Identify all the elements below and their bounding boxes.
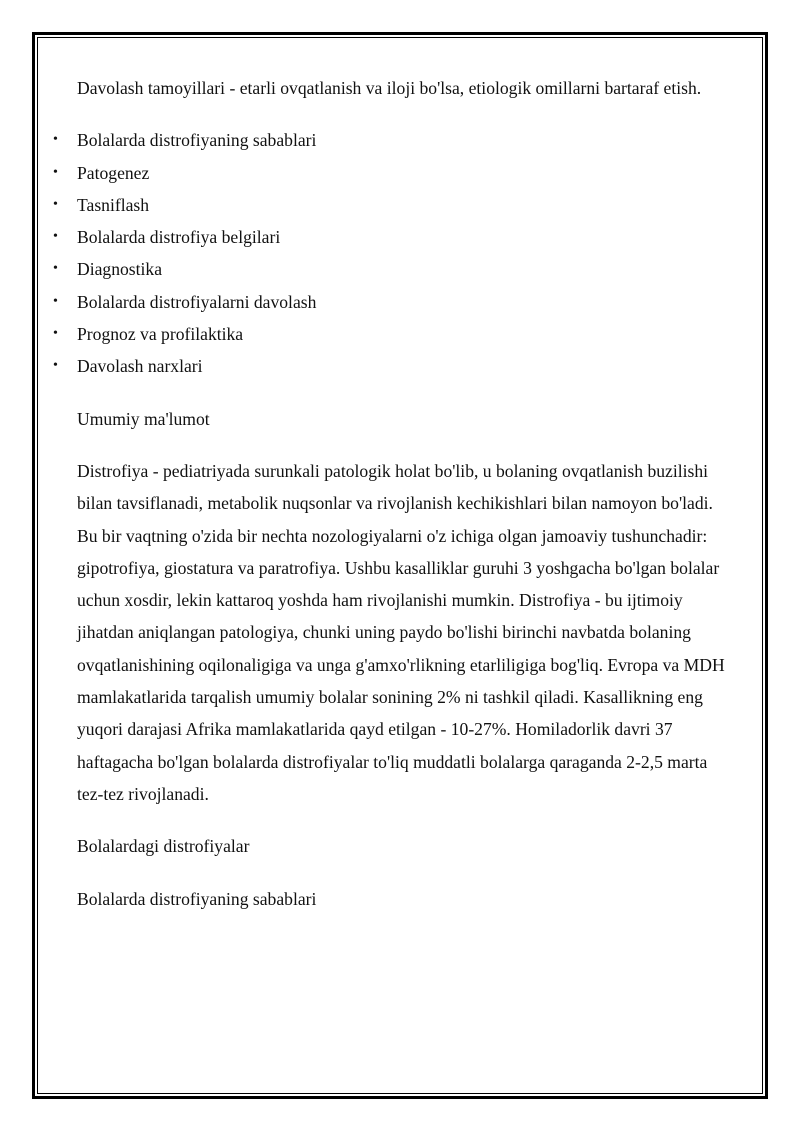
section-heading-causes: Bolalarda distrofiyaning sabablari bbox=[77, 888, 317, 909]
list-item-label: Bolalarda distrofiya belgilari bbox=[77, 227, 281, 248]
list-item[interactable] bbox=[53, 350, 727, 382]
general-paragraph: Distrofiya - pediatriyada surunkali patologik holat bo'lib, u bolaning ovqatlanish buzilishi bilan tavsiflanadi, metabolik nuqsonlar va rivojlanish kechikishlari bilan namoyon bo'ladi. Bu bir vaqtning o'zida bir nechta nozologiyalarni o'z ichiga olgan jamoaviy tushunchadir: gipotrofiya, giostatura va paratrofiya. Ushbu kasalliklar guruhi 3 yoshgacha bo'lgan bolalar uchun xosdir, lekin kattaroq yoshda ham rivojlanishi mumkin. Distrofiya - bu ijtimoiy jihatdan aniqlangan patologiya, chunki uning paydo bo'lishi birinchi navbatda bolaning ovqatlanishining oqilonaligiga va unga g'amxo'rlikning etarliligiga bog'liq. Evropa va MDH mamlakatlarida tarqalish umumiy bolalar sonining 2% ni tashkil qiladi. Kasallikning eng yuqori darajasi Afrika mamlakatlarida qayd etilgan - 10-27%. Homiladorlik davri 37 haftagacha bo'lgan bolalarda distrofiyalar to'liq muddatli bolalarga qaraganda 2-2,5 marta tez-tez rivojlanadi. bbox=[77, 460, 725, 804]
list-item-label: Patogenez bbox=[77, 162, 150, 183]
bullet-icon: • bbox=[53, 229, 58, 245]
contents-list bbox=[53, 124, 727, 382]
intro-paragraph: Davolash tamoyillari - etarli ovqatlanish va iloji bo'lsa, etiologik omillarni bartaraf etish. bbox=[77, 78, 702, 98]
list-item-label: Diagnostika bbox=[77, 259, 163, 280]
list-item-label: Bolalarda distrofiyalarni davolash bbox=[77, 291, 317, 312]
list-item[interactable] bbox=[53, 157, 727, 189]
list-item[interactable] bbox=[53, 124, 727, 156]
list-item[interactable] bbox=[53, 253, 727, 285]
list-item[interactable] bbox=[53, 318, 727, 350]
section-heading-general: Umumiy ma'lumot bbox=[77, 408, 210, 429]
bullet-icon: • bbox=[53, 196, 58, 212]
bullet-icon: • bbox=[53, 293, 58, 309]
bullet-icon: • bbox=[53, 132, 58, 148]
list-item[interactable] bbox=[53, 221, 727, 253]
bullet-icon: • bbox=[53, 326, 58, 342]
section-heading-dystrophies: Bolalardagi distrofiyalar bbox=[77, 836, 250, 857]
bullet-icon: • bbox=[53, 164, 58, 180]
bullet-icon: • bbox=[53, 358, 58, 374]
document-body bbox=[53, 72, 727, 935]
list-item[interactable] bbox=[53, 189, 727, 221]
list-item[interactable] bbox=[53, 286, 727, 318]
list-item-label: Prognoz va profilaktika bbox=[77, 324, 244, 345]
list-item-label: Bolalarda distrofiyaning sabablari bbox=[77, 130, 317, 151]
list-item-label: Tasniflash bbox=[77, 194, 150, 215]
list-item-label: Davolash narxlari bbox=[77, 356, 203, 377]
bullet-icon: • bbox=[53, 261, 58, 277]
